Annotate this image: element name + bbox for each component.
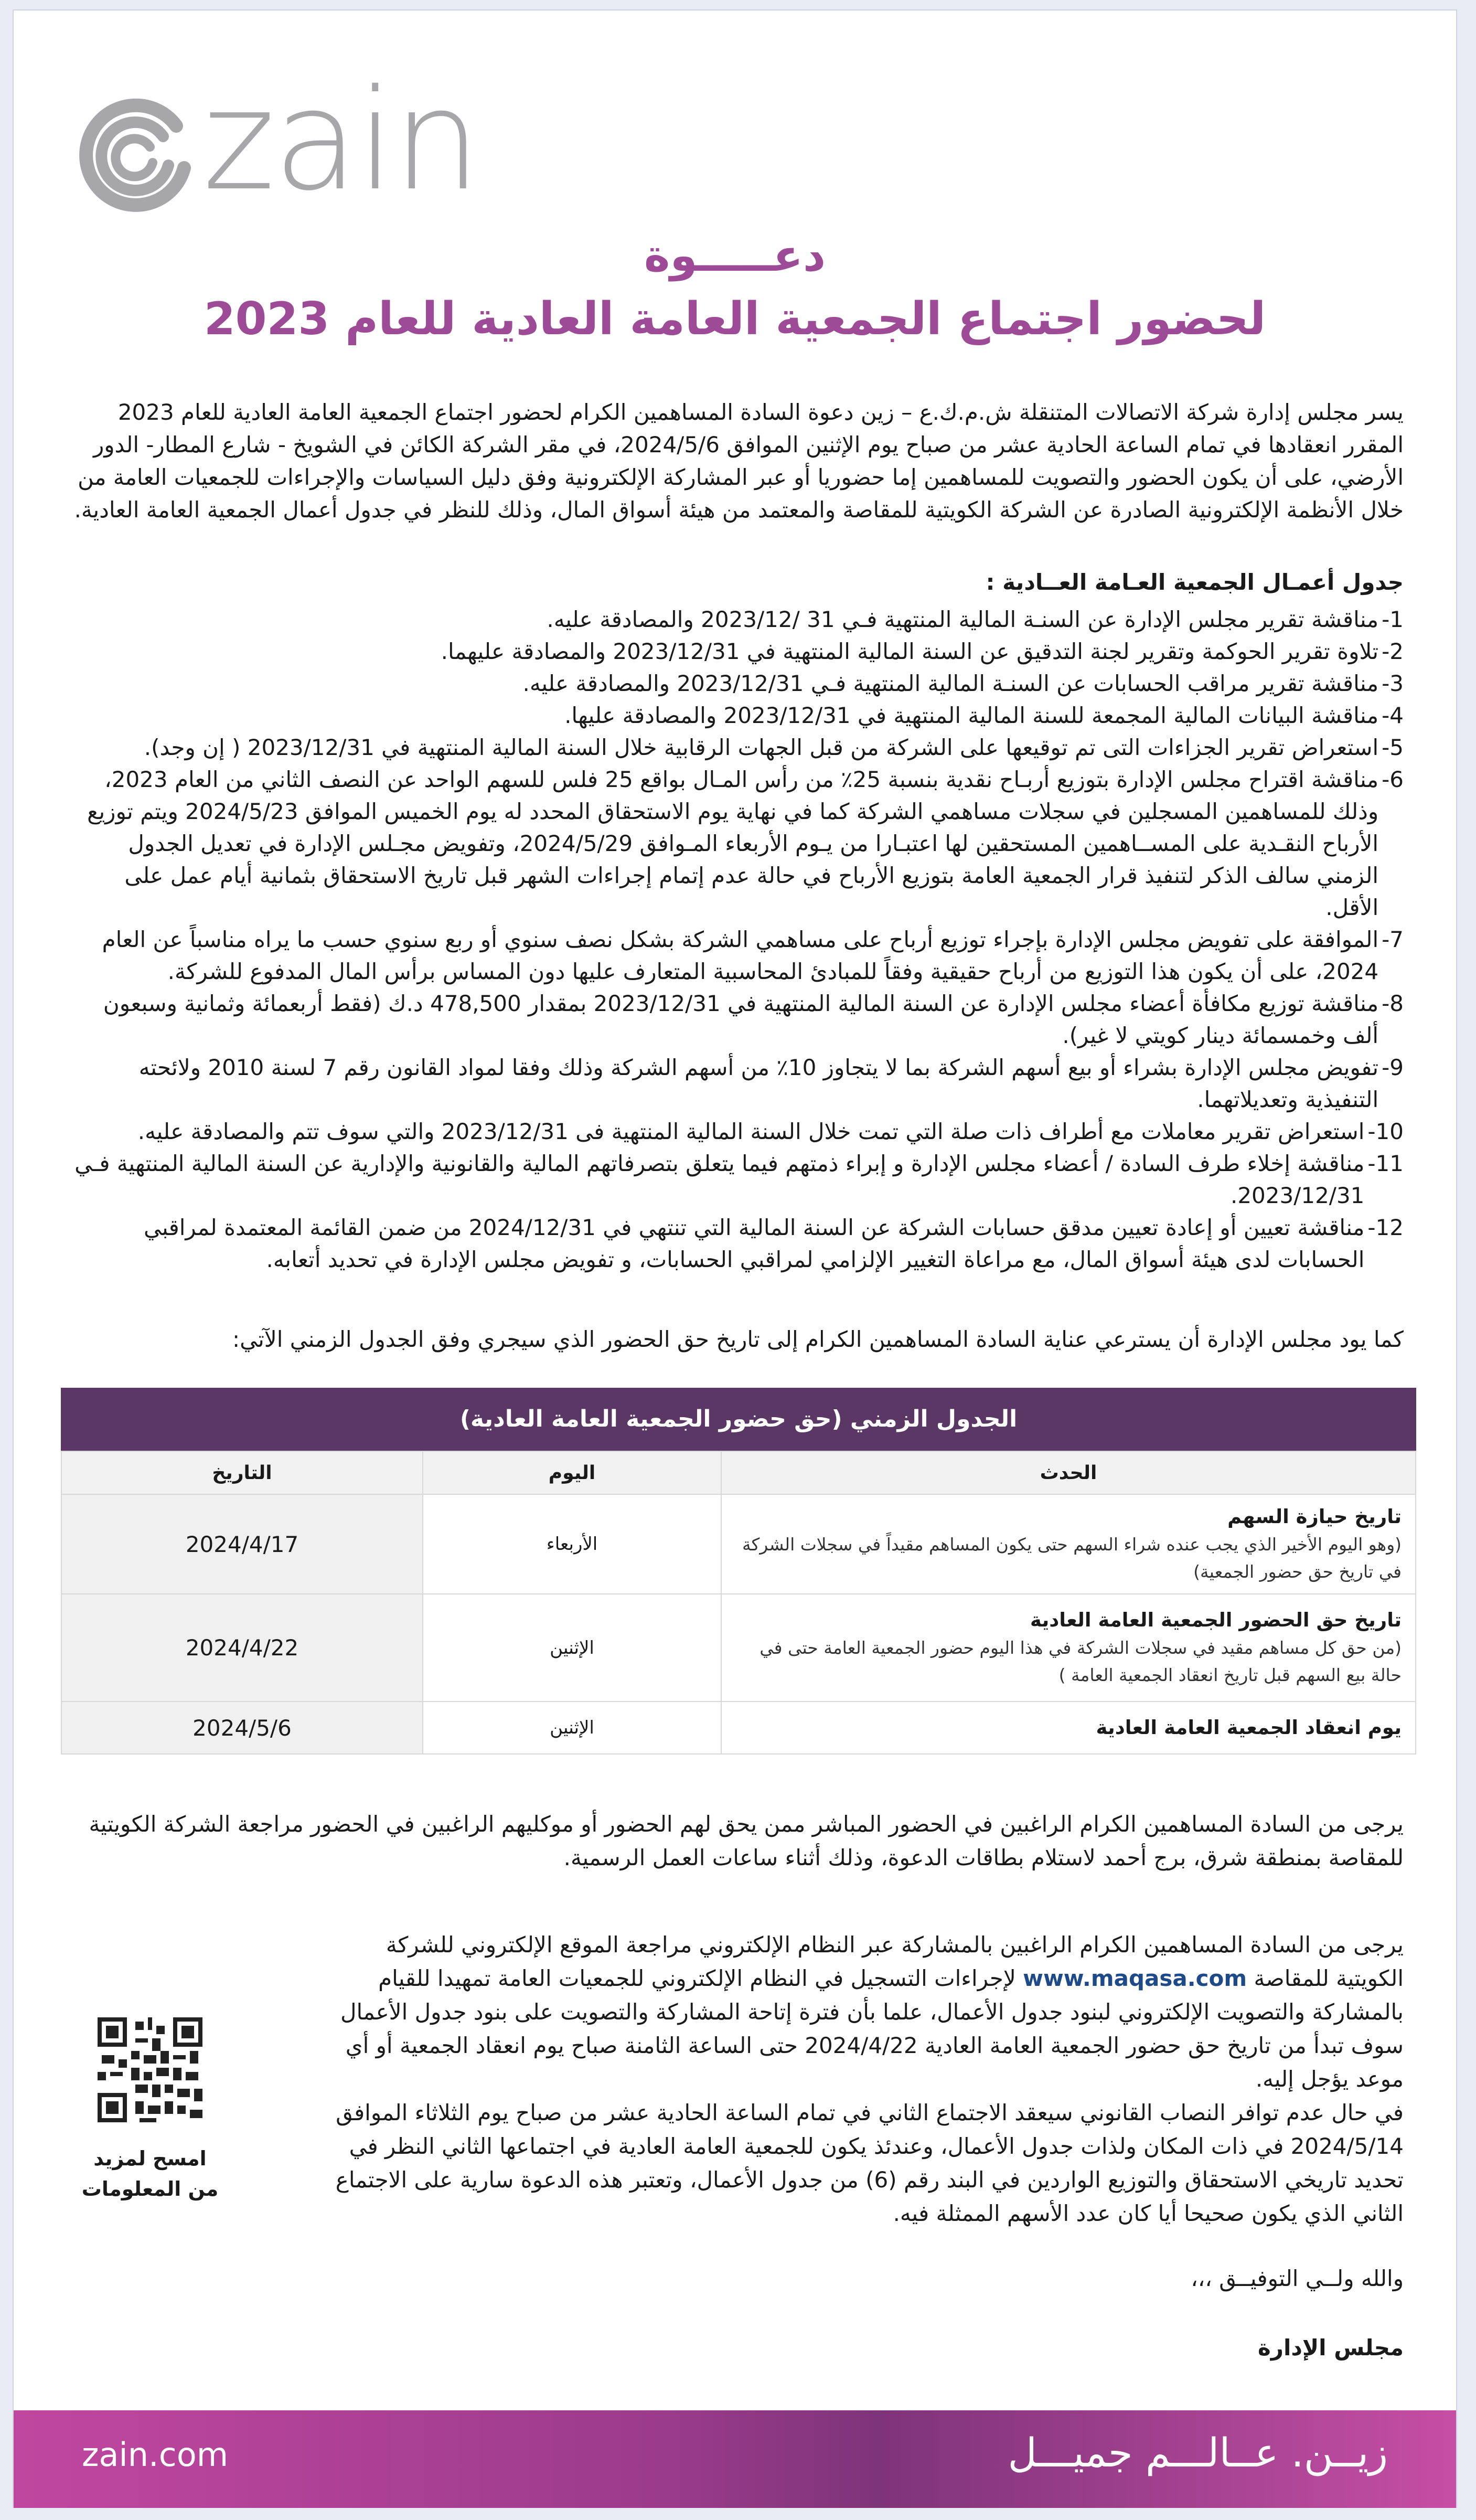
- day-cell: الإثنين: [423, 1702, 721, 1754]
- agenda-item: 8- مناقشة توزيع مكافأة أعضاء مجلس الإدارة عن السنة المالية المنتهية في 2023/12/31 بمقدار 478,500 د.ك (فقط أربعمائة وثمانية وسبعون ألف وخمسمائة دينار كويتي لا غير).: [103, 991, 1404, 1048]
- event-cell: يوم انعقاد الجمعية العامة العادية: [721, 1702, 1416, 1754]
- day-cell: الأربعاء: [423, 1494, 721, 1594]
- footer-banner: [14, 2410, 1456, 2508]
- invitation-page: [13, 9, 1457, 2508]
- invitation-title: دعـــــوة: [644, 230, 826, 281]
- agenda-item: 2- تلاوة تقرير الحوكمة وتقرير لجنة التدقيق عن السنة المالية المنتهية في 2023/12/31 والمصادقة عليهما.: [441, 639, 1404, 664]
- agenda-item: 10- استعراض تقرير معاملات مع أطراف ذات صلة التي تمت خلال السنة المالية المنتهية فى 2023/12/31 والتي سوف تتم والمصادقة عليه.: [137, 1119, 1404, 1144]
- table-row: [61, 1594, 1416, 1702]
- date-cell: 2024/4/17: [61, 1494, 423, 1594]
- table-header-row: [61, 1451, 1416, 1494]
- qr-caption: امسح لمزيد من المعلومات: [81, 2147, 219, 2200]
- table-row: [61, 1702, 1416, 1754]
- agenda-heading: جدول أعمـال الجمعية العـامة العــادية :: [986, 569, 1404, 595]
- footer-website[interactable]: zain.com: [82, 2436, 229, 2474]
- attendance-paragraph: يرجى من السادة المساهمين الكرام الراغبين في الحضور المباشر ممن يحق لهم الحضور أو موكليهم الراغبين في الحضور مراجعة الشركة الكويتية للمقاصة بمنطقة شرق، برج أحمد لاستلام بطاقات الدعوة، وذلك أثناء ساعات العمل الرسمية.: [89, 1811, 1404, 1870]
- day-cell: الإثنين: [423, 1594, 721, 1702]
- zain-logo: [71, 60, 501, 221]
- agenda-item: 5- استعراض تقرير الجزاءات التى تم توقيعها على الشركة من قبل الجهات الرقابية خلال السنة المالية المنتهية في 2023/12/31 ( إن وجد).: [144, 735, 1404, 760]
- schedule-intro: كما يود مجلس الإدارة أن يسترعي عناية السادة المساهمين الكرام إلى تاريخ حق الحضور الذي سيجري وفق الجدول الزمني الآتي:: [232, 1326, 1404, 1352]
- zain-logo-text: zain: [202, 60, 479, 221]
- agenda-item: 12- مناقشة تعيين أو إعادة تعيين مدقق حسابات الشركة عن السنة المالية التي تنتهي في 2024/12/31 من ضمن القائمة المعتمدة لمراقبي الحسابات لدى هيئة أسواق المال، مع مراعاة التغيير الإلزامي لمراقبي الحسابات، و تفويض مجلس الإدارة في تحديد أتعابه.: [143, 1215, 1404, 1272]
- header-date: التاريخ: [61, 1451, 423, 1494]
- online-participation-paragraph: يرجى من السادة المساهمين الكرام الراغبين بالمشاركة عبر النظام الإلكتروني مراجعة الموقع الإلكتروني للشركة الكويتية للمقاصة www.maqasa.com لإجراءات التسجيل في النظام الإلكتروني للجمعيات العامة تمهيدا للقيام بالمشاركة والتصويت الإلكتروني لبنود جدول الأعمال، علما بأن فترة إتاحة المشاركة والتصويت على بنود جدول الأعمال سوف تبدأ من تاريخ حق حضور الجمعية العامة العادية 2024/4/22 حتى الساعة الثامنة صباح يوم انعقاد الجمعية أو أي موعد يؤجل إليه.: [340, 1932, 1404, 2092]
- date-cell: 2024/4/22: [61, 1594, 423, 1702]
- signature: مجلس الإدارة: [1257, 2335, 1404, 2360]
- agenda-item: 9- تفويض مجلس الإدارة بشراء أو بيع أسهم الشركة بما لا يتجاوز 10٪ من أسهم الشركة وذلك وفقا لمواد القانون رقم 7 لسنة 2010 ولائحته التنفيذية وتعديلاتهما.: [138, 1055, 1404, 1112]
- agenda-item: 6- مناقشة اقتراح مجلس الإدارة بتوزيع أربـاح نقدية بنسبة 25٪ من رأس المـال بواقع 25 فلس للسهم الواحد عن النصف الثاني من العام 2023، وذلك للمساهمين المسجلين في سجلات مساهمي الشركة كما في نهاية يوم الاستحقاق المحدد له يوم الخميس الموافق 2024/5/23 ويتم توزيع الأرباح النقـدية على المســاهمين المستحقين لها اعتبـارا من يـوم الأربعاء المـوافق 2024/5/29، وتفويض مجـلس الإدارة في تعديل الجدول الزمني سالف الذكر لتنفيذ قرار الجمعية العامة بتوزيع الأرباح في حالة عدم إتمام إجراءات الشهر قبل تاريخ الاستحقاق بثمانية أيام عمل على الأقل.: [87, 767, 1404, 920]
- maqasa-link[interactable]: www.maqasa.com: [1023, 1965, 1247, 1991]
- agenda-item: 7- الموافقة على تفويض مجلس الإدارة بإجراء توزيع أرباح على مساهمي الشركة بشكل نصف سنوي أو ربع سنوي حسب ما يراه مناسباً عن العام 2024، على أن يكون هذا التوزيع من أرباح حقيقية وفقاً للمبادئ المحاسبية المتعارف عليها دون المساس برأس المال المدفوع للشركة.: [102, 927, 1404, 984]
- header-event: الحدث: [721, 1451, 1416, 1494]
- schedule-table: [61, 1388, 1416, 1755]
- agenda-list: [66, 603, 1404, 1275]
- qr-code-icon[interactable]: [98, 2017, 202, 2122]
- header-day: اليوم: [423, 1451, 721, 1494]
- invitation-subtitle: لحضور اجتماع الجمعية العامة العادية للعام 2023: [204, 293, 1266, 345]
- footer-slogan: زيــن. عــالـــم جميـــل: [1008, 2429, 1388, 2476]
- table-row: [61, 1494, 1416, 1594]
- agenda-item: 1- مناقشة تقرير مجلس الإدارة عن السنـة المالية المنتهية فـي 31 /2023/12 والمصادقة عليه.: [547, 607, 1404, 632]
- schedule-table-title: الجدول الزمني (حق حضور الجمعية العامة العادية): [61, 1388, 1416, 1451]
- agenda-item: 4- مناقشة البيانات المالية المجمعة للسنة المالية المنتهية في 2023/12/31 والمصادقة عليها.: [564, 703, 1404, 728]
- closing-text: والله ولــي التوفيــق ،،،: [1191, 2266, 1404, 2291]
- agenda-item: 11- مناقشة إخلاء طرف السادة / أعضاء مجلس الإدارة و إبراء ذمتهم فيما يتعلق بتصرفاتهم المالية والقانونية والإدارية عن السنة المالية المنتهية فـي 2023/12/31.: [74, 1151, 1404, 1208]
- date-cell: 2024/5/6: [61, 1702, 423, 1754]
- event-cell: تاريخ حق الحضور الجمعية العامة العادية (من حق كل مساهم مقيد في سجلات الشركة في هذا اليوم حضور الجمعية العامة حتى في حالة بيع السهم قبل تاريخ انعقاد الجمعية العامة ): [721, 1594, 1416, 1702]
- agenda-item: 3- مناقشة تقرير مراقب الحسابات عن السنـة المالية المنتهية فـي 2023/12/31 والمصادقة عليه.: [522, 671, 1404, 696]
- quorum-paragraph: في حال عدم توافر النصاب القانوني سيعقد الاجتماع الثاني في تمام الساعة الحادية عشر من صباح يوم الثلاثاء الموافق 2024/5/14 في ذات المكان ولذات جدول الأعمال، وعندئذ يكون للجمعية العامة العادية في اجتماعها الثاني النظر في تحديد تاريخي الاستحقاق والتوزيع الواردين في البند رقم (6) من جدول الأعمال، وتعتبر هذه الدعوة سارية على الاجتماع الثاني الذي يكون صحيحا أيا كان عدد الأسهم الممثلة فيه.: [335, 2100, 1404, 2226]
- event-cell: تاريخ حيازة السهم (وهو اليوم الأخير الذي يجب عنده شراء السهم حتى يكون المساهم مقيداً في سجلات الشركة في تاريخ حق حضور الجمعية): [721, 1494, 1416, 1594]
- zain-swirl-icon: [71, 89, 208, 215]
- intro-paragraph: يسر مجلس إدارة شركة الاتصالات المتنقلة ش.م.ك.ع – زين دعوة السادة المساهمين الكرام لحضور اجتماع الجمعية العامة العادية للعام 2023 المقرر انعقادها في تمام الساعة الحادية عشر من صباح يوم الإثنين الموافق 2024/5/6، في مقر الشركة الكائن في الشويخ - شارع المطار- الدور الأرضي، على أن يكون الحضور والتصويت للمساهمين إما حضوريا أو عبر المشاركة الإلكترونية وفق دليل السياسات والإجراءات للجمعيات العامة من خلال الأنظمة الإلكترونية الصادرة عن الشركة الكويتية للمقاصة والمعتمد من هيئة أسواق المال، وذلك للنظر في جدول أعمال الجمعية العامة العادية.: [74, 399, 1404, 523]
